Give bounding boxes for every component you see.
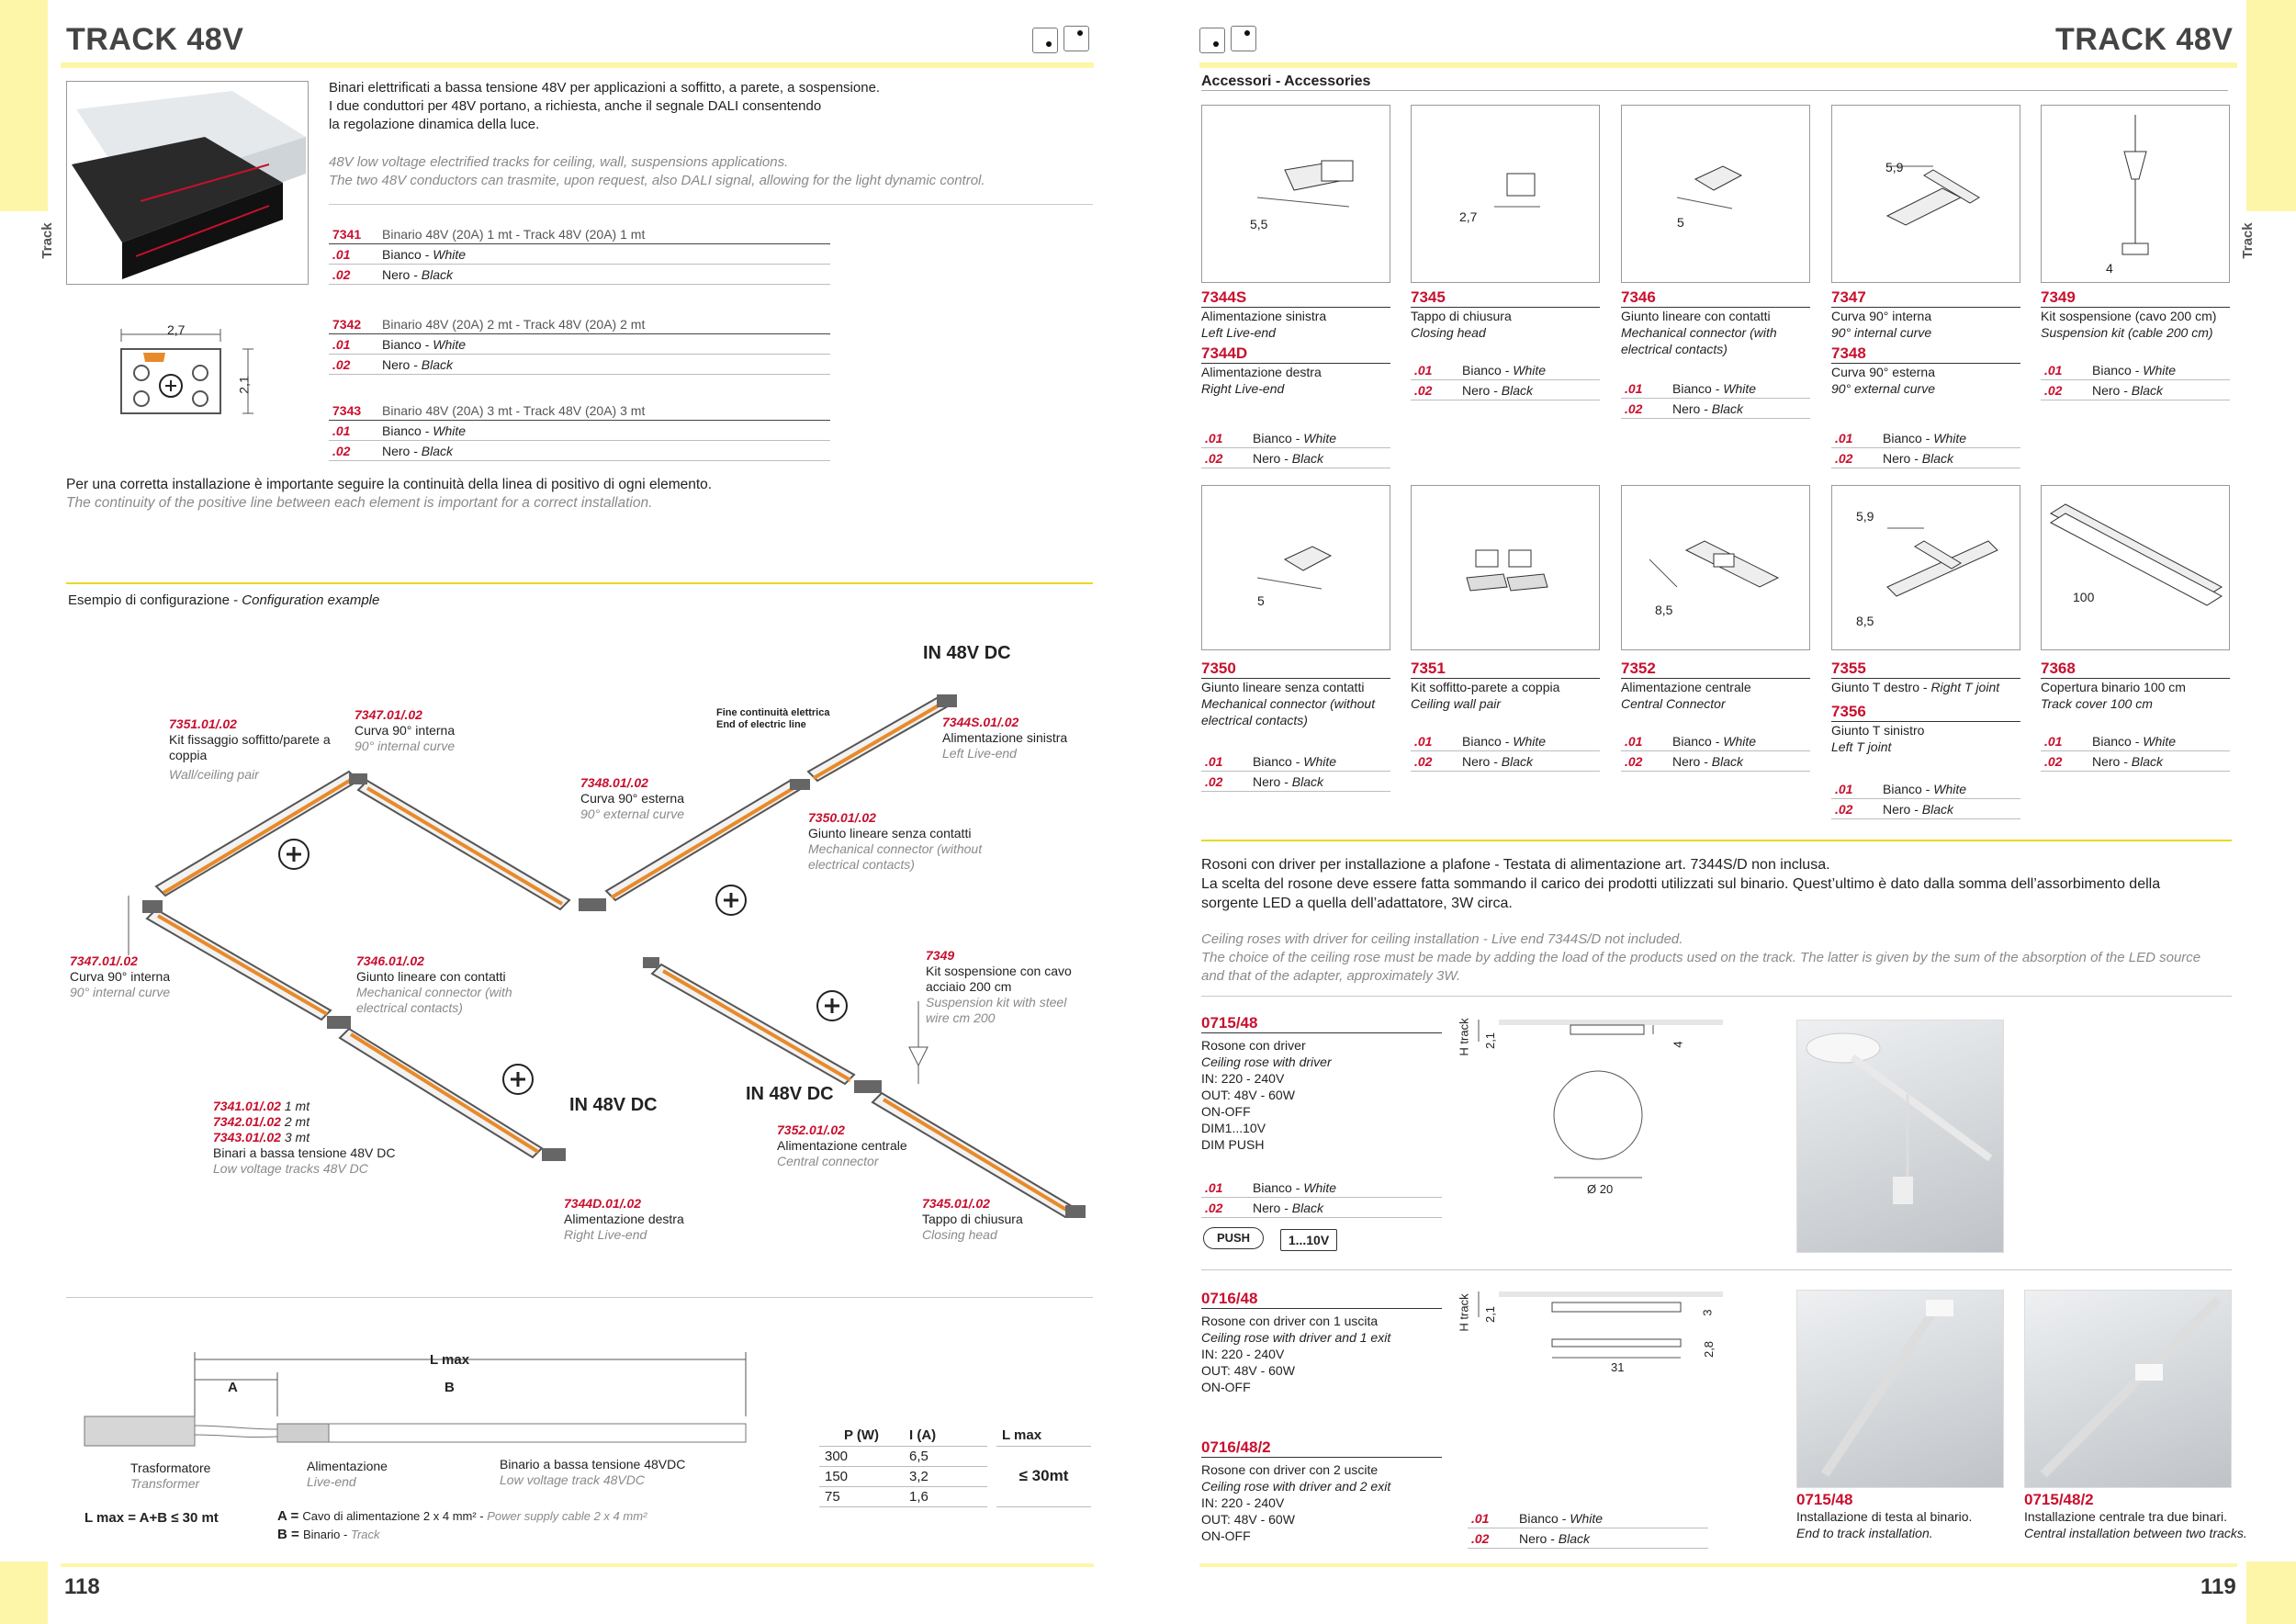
dim-badge: 1...10V xyxy=(1280,1229,1337,1251)
variant-row: .01 Bianco - White xyxy=(329,421,830,441)
in48-top: IN 48V DC xyxy=(923,643,1011,663)
roses-rule-2 xyxy=(1201,996,2232,997)
accessory-image-7368: 100 xyxy=(2041,485,2230,650)
accessory-image-7344: 5,5 xyxy=(1201,105,1390,283)
lmax-formula: L max = A+B ≤ 30 mt xyxy=(84,1510,219,1526)
roses-it-line-3: sorgente LED a quella dell’adattatore, 3W circa. xyxy=(1201,896,1513,911)
intro-en-line-1: 48V low voltage electrified tracks for ceiling, wall, suspensions applications. xyxy=(329,154,789,170)
product-code: 7343 xyxy=(332,403,362,418)
accessory-7351: 7351 Kit soffitto-parete a coppia Ceiling wall pair xyxy=(1411,660,1600,712)
in48-low: IN 48V DC xyxy=(746,1084,834,1104)
variant-row: .02 Nero - Black xyxy=(329,265,830,285)
right-page-number: 119 xyxy=(2200,1574,2236,1599)
photo2-caption: 0715/48/2 Installazione centrale tra due binari. Central installation between two tracks. xyxy=(2024,1491,2247,1540)
variant-row: .01 Bianco - White xyxy=(329,244,830,265)
photo1-caption: 0715/48 Installazione di testa al binario. End to track installation. xyxy=(1796,1491,1973,1540)
variant-row: .01 Bianco - White xyxy=(1411,360,1600,380)
callout-7346: 7346.01/.02 Giunto lineare con contatti Mechanical connector (with electrical contacts) xyxy=(356,953,512,1015)
b-label: B xyxy=(445,1380,455,1395)
roses-it-line-2: La scelta del rosone deve essere fatta sommando il carico dei prodotti utilizzati sul binario. Quest’ultimo è dato dalla somma dell’assorbimento della xyxy=(1201,876,2161,892)
rose-0716-48-2: 0716/48/2 Rosone con driver con 2 uscite Ceiling rose with driver and 2 exit IN: 220 - 240V OUT: 48V - 60W ON-OFF xyxy=(1201,1438,1442,1544)
variant-row: .01 Bianco - White xyxy=(2041,731,2230,751)
accessory-7344S: 7344S Alimentazione sinistra Left Live-end 7344D Alimentazione destra Right Live-end xyxy=(1201,288,1390,397)
accessory-image-7355: 5,9 8,5 xyxy=(1831,485,2020,650)
accessory-7355: 7355 Giunto T destro - Right T joint 7356 Giunto T sinistro Left T joint xyxy=(1831,660,2020,755)
left-layout-icons xyxy=(1032,26,1097,53)
callout-7349: 7349 Kit sospensione con cavo acciaio 200 cm Suspension kit with steel wire cm 200 xyxy=(926,948,1072,1025)
accessory-7352: 7352 Alimentazione centrale Central Connector xyxy=(1621,660,1810,712)
right-title-underline xyxy=(1199,62,2237,68)
variant-row: .01 Bianco - White xyxy=(1621,731,1810,751)
product-desc: Binario 48V (20A) 1 mt - Track 48V (20A) 1 mt xyxy=(382,227,646,242)
accessory-7345: 7345 Tappo di chiusura Closing head xyxy=(1411,288,1600,341)
fine-line-label: Fine continuità elettrica End of electric line xyxy=(716,707,830,730)
variant-row: .02 Nero - Black xyxy=(1621,751,1810,772)
roses-it-line-1: Rosoni con driver per installazione a plafone - Testata di alimentazione art. 7344S/D non inclusa. xyxy=(1201,857,1830,873)
right-side-label: Track xyxy=(2240,222,2256,259)
track-label: Binario a bassa tensione 48VDC Low voltage track 48VDC xyxy=(500,1457,686,1487)
rose1-diameter: Ø 20 xyxy=(1587,1182,1614,1196)
left-page-number: 118 xyxy=(64,1574,100,1599)
variant-row: .02 Nero - Black xyxy=(1468,1528,1708,1549)
photo-0715-48-2-central xyxy=(2024,1290,2232,1488)
callout-7347-left: 7347.01/.02 Curva 90° interna 90° internal curve xyxy=(70,953,171,999)
track-profile-drawing xyxy=(110,321,266,423)
variant-row: .02 Nero - Black xyxy=(1831,799,2020,819)
variant-row: .02 Nero - Black xyxy=(1621,399,1810,419)
square-dot-icon xyxy=(1032,28,1058,53)
callout-7352: 7352.01/.02 Alimentazione centrale Central connector xyxy=(777,1122,907,1168)
right-page-title: TRACK 48V xyxy=(2055,22,2234,57)
lmax-label: L max xyxy=(430,1352,470,1368)
photo-0715-48-ceiling xyxy=(1796,1020,2004,1253)
accessory-image-7352: 8,5 xyxy=(1621,485,1810,650)
square-dot-icon xyxy=(1231,26,1256,51)
rose2-rule xyxy=(1201,1269,2232,1270)
rose-0715-48: 0715/48 Rosone con driver Ceiling rose with driver IN: 220 - 240V OUT: 48V - 60W ON-OFF DIM1...10V DIM PUSH xyxy=(1201,1014,1442,1153)
lmax-diagram xyxy=(83,1350,762,1451)
callout-tracks: 7341.01/.02 1 mt 7342.01/.02 2 mt 7343.01/.02 3 mt Binari a bassa tensione 48V DC Low voltage tracks 48V DC xyxy=(213,1099,396,1176)
variant-row: .02 Nero - Black xyxy=(1201,448,1390,468)
product-desc: Binario 48V (20A) 2 mt - Track 48V (20A) 2 mt xyxy=(382,317,646,332)
track-photo xyxy=(66,81,309,285)
variant-row: .01 Bianco - White xyxy=(1201,1178,1442,1198)
variant-row: .02 Nero - Black xyxy=(1831,448,2020,468)
variant-row: .01 Bianco - White xyxy=(329,334,830,355)
right-corner-band-bottom xyxy=(2246,1562,2296,1624)
variant-row: .02 Nero - Black xyxy=(329,355,830,375)
square-dot-icon xyxy=(1199,28,1225,53)
lmax-rule xyxy=(66,1297,1093,1298)
rose2-h-track: H track xyxy=(1457,1293,1471,1332)
variant-row: .01 Bianco - White xyxy=(1621,378,1810,399)
accessory-image-7347: 5,9 xyxy=(1831,105,2020,283)
callout-7345: 7345.01/.02 Tappo di chiusura Closing head xyxy=(922,1196,1023,1242)
intro-en-line-2: The two 48V conductors can trasmite, upon request, also DALI signal, allowing for the light dynamic control. xyxy=(329,173,985,188)
left-page-title: TRACK 48V xyxy=(66,22,244,57)
liveend-label: Alimentazione Live-end xyxy=(307,1459,388,1489)
variant-row: .02 Nero - Black xyxy=(1411,380,1600,400)
rose2-drawing xyxy=(1460,1286,1727,1387)
intro-it-line-2: I due conduttori per 48V portano, a richiesta, anche il segnale DALI consentendo xyxy=(329,98,822,114)
variant-row: .01 Bianco - White xyxy=(1411,731,1600,751)
left-title-underline xyxy=(61,62,1094,68)
install-note-en: The continuity of the positive line between each element is important for a correct installation. xyxy=(66,495,653,511)
transformer-label: Trasformatore Transformer xyxy=(130,1460,211,1491)
roses-en-line-3: and that of the adapter, approximately 3W. xyxy=(1201,968,1461,984)
left-corner-band-bottom xyxy=(0,1562,48,1624)
callout-7350: 7350.01/.02 Giunto lineare senza contatti Mechanical connector (without electrical contacts) xyxy=(808,810,983,872)
accessory-image-7349: 4 xyxy=(2041,105,2230,283)
intro-it-line-1: Binari elettrificati a bassa tensione 48V per applicazioni a soffitto, a parete, a sospensione. xyxy=(329,80,881,96)
product-code: 7341 xyxy=(332,227,362,242)
left-corner-band-top xyxy=(0,0,48,211)
callout-7344S: 7344S.01/.02 Alimentazione sinistra Left Live-end xyxy=(942,715,1068,761)
in48-mid: IN 48V DC xyxy=(569,1095,658,1115)
a-definition: A = Cavo di alimentazione 2 x 4 mm² - Power supply cable 2 x 4 mm² xyxy=(277,1508,647,1524)
callout-7344D: 7344D.01/.02 Alimentazione destra Right Live-end xyxy=(564,1196,684,1242)
rose1-h-track: H track xyxy=(1457,1018,1471,1056)
a-label: A xyxy=(228,1380,238,1395)
right-layout-icons xyxy=(1199,26,1264,53)
callout-7351: 7351.01/.02 Kit fissaggio soffitto/parete a coppia Wall/ceiling pair xyxy=(169,716,331,782)
callout-7347-top: 7347.01/.02 Curva 90° interna 90° internal curve xyxy=(355,707,456,753)
accessory-image-7350: 5 xyxy=(1201,485,1390,650)
accessory-7368: 7368 Copertura binario 100 cm Track cover 100 cm xyxy=(2041,660,2230,712)
accessory-7346: 7346 Giunto lineare con contatti Mechanical connector (with electrical contacts) xyxy=(1621,288,1810,357)
profile-height-dim: 2,1 xyxy=(236,376,252,394)
variant-row: .01 Bianco - White xyxy=(1201,428,1390,448)
photo-0715-48-end xyxy=(1796,1290,2004,1488)
accessory-image-7346: 5 xyxy=(1621,105,1810,283)
config-rule xyxy=(66,582,1093,584)
rose-0716-48: 0716/48 Rosone con driver con 1 uscita Ceiling rose with driver and 1 exit IN: 220 - 240V OUT: 48V - 60W ON-OFF xyxy=(1201,1290,1442,1395)
roses-rule xyxy=(1201,840,2232,841)
roses-en-line-2: The choice of the ceiling rose must be made by adding the load of the products used on the track. The latter is given by the sum of the absorption of the LED source xyxy=(1201,950,2201,965)
roses-en-line-1: Ceiling roses with driver for ceiling installation - Live end 7344S/D not included. xyxy=(1201,931,1683,947)
variant-row: .02 Nero - Black xyxy=(1201,772,1390,792)
push-badge: PUSH xyxy=(1203,1227,1264,1249)
profile-width-dim: 2,7 xyxy=(167,322,186,337)
b-definition: B = Binario - Track xyxy=(277,1527,380,1542)
intro-rule xyxy=(329,204,1093,205)
accessory-7350: 7350 Giunto lineare senza contatti Mechanical connector (without electrical contacts) xyxy=(1201,660,1390,728)
table-header: P (W) I (A) L max xyxy=(819,1426,1091,1446)
callout-7348: 7348.01/.02 Curva 90° esterna 90° external curve xyxy=(580,775,684,821)
intro-it-line-3: la regolazione dinamica della luce. xyxy=(329,117,540,132)
power-table xyxy=(819,1426,1091,1507)
variant-row: .02 Nero - Black xyxy=(329,441,830,461)
variant-row: .02 Nero - Black xyxy=(2041,380,2230,400)
table-row: 150 3,2 xyxy=(819,1466,1091,1486)
accessory-7347: 7347 Curva 90° interna 90° internal curve 7348 Curva 90° esterna 90° external curve xyxy=(1831,288,2020,397)
rose2-h2: 2,1 xyxy=(1483,1305,1498,1324)
left-footer-rule xyxy=(61,1563,1094,1567)
product-code: 7342 xyxy=(332,317,362,332)
rose1-thickness: 4 xyxy=(1671,1041,1685,1048)
right-footer-rule xyxy=(1199,1563,2237,1567)
variant-row: .02 Nero - Black xyxy=(1201,1198,1442,1218)
product-desc: Binario 48V (20A) 3 mt - Track 48V (20A) 3 mt xyxy=(382,403,646,418)
variant-row: .01 Bianco - White xyxy=(1831,428,2020,448)
rose1-h2: 2,1 xyxy=(1483,1032,1498,1050)
square-dot-icon xyxy=(1064,26,1089,51)
variant-row: .01 Bianco - White xyxy=(1468,1508,1708,1528)
left-side-label: Track xyxy=(39,222,55,259)
rose2-thickness-2: 2,8 xyxy=(1702,1340,1716,1359)
variant-row: .02 Nero - Black xyxy=(2041,751,2230,772)
variant-row: .01 Bianco - White xyxy=(1831,779,2020,799)
variant-row: .02 Nero - Black xyxy=(1411,751,1600,772)
table-row: 75 1,6 xyxy=(819,1486,1091,1506)
rose2-width: 31 xyxy=(1611,1360,1625,1374)
accessory-7349: 7349 Kit sospensione (cavo 200 cm) Suspension kit (cable 200 cm) xyxy=(2041,288,2230,341)
right-corner-band-top xyxy=(2246,0,2296,211)
accessories-rule xyxy=(1201,90,2228,91)
accessory-image-7345: 2,7 xyxy=(1411,105,1600,283)
table-row: 300 6,5 ≤ 30mt xyxy=(819,1446,1091,1466)
accessories-title: Accessori - Accessories xyxy=(1201,73,1371,89)
variant-row: .01 Bianco - White xyxy=(2041,360,2230,380)
variant-row: .01 Bianco - White xyxy=(1201,751,1390,772)
install-note-it: Per una corretta installazione è importante seguire la continuità della linea di positivo di ogni elemento. xyxy=(66,477,713,492)
config-title: Esempio di configurazione - Configuration example xyxy=(68,592,380,608)
rose2-thickness: 3 xyxy=(1700,1309,1715,1316)
accessory-image-7351 xyxy=(1411,485,1600,650)
